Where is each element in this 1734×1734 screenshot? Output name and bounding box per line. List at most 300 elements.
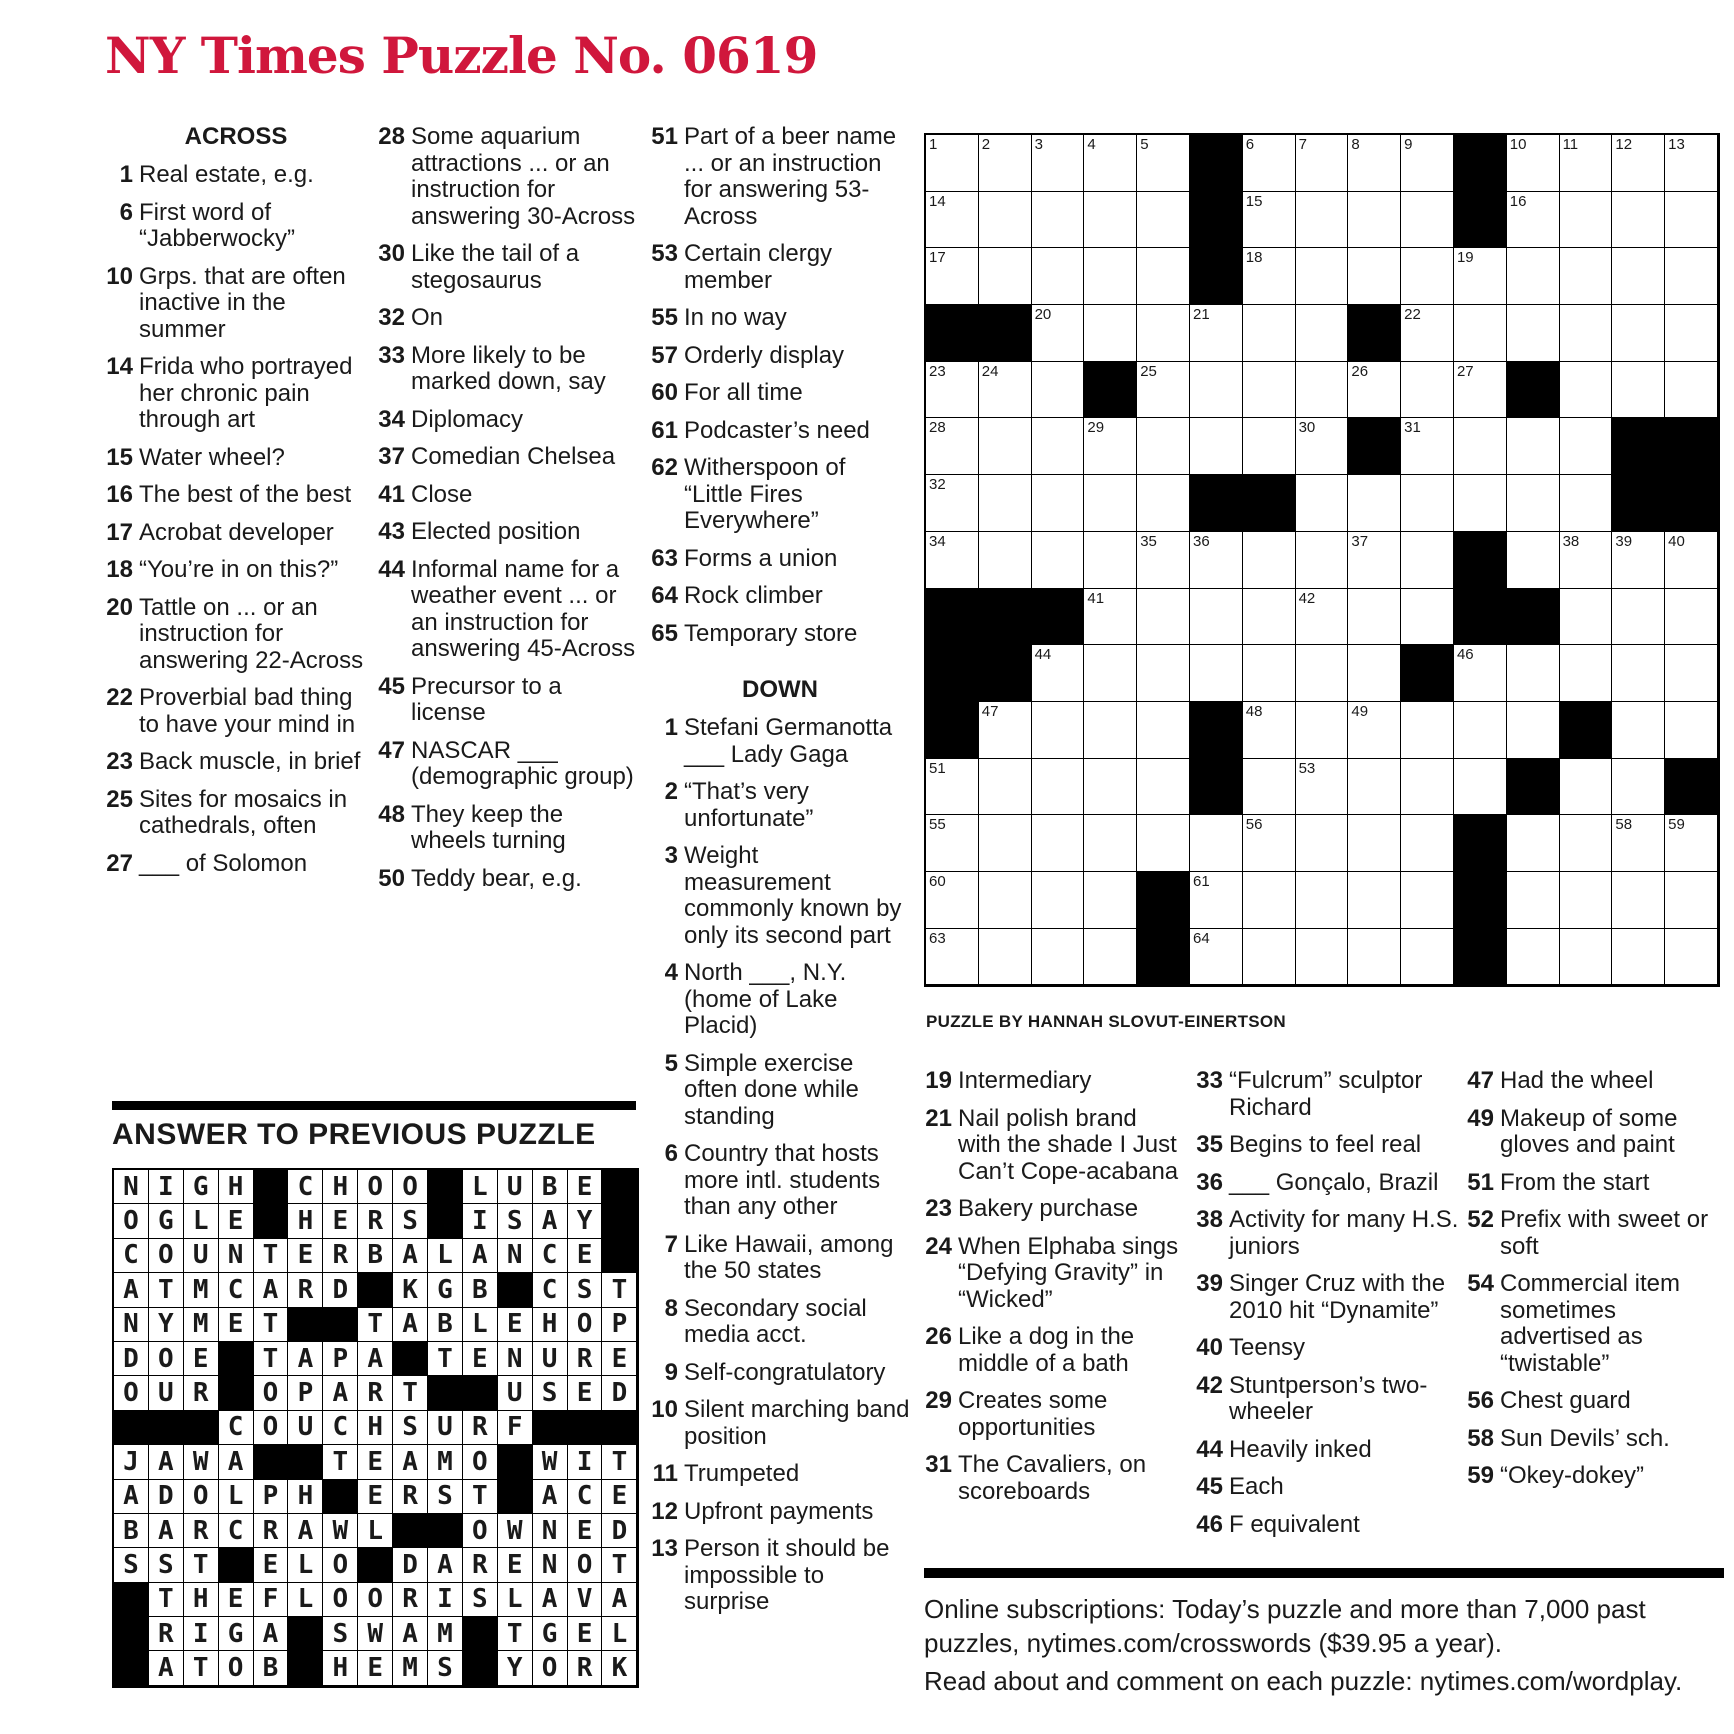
grid-cell[interactable] [1612, 135, 1665, 192]
clue[interactable] [1195, 1271, 1460, 1324]
clue[interactable] [650, 1536, 910, 1616]
grid-cell[interactable] [1348, 192, 1401, 249]
grid-cell[interactable] [1401, 759, 1454, 816]
clue[interactable] [105, 685, 367, 738]
black-square [1137, 872, 1190, 929]
grid-cell[interactable] [1348, 645, 1401, 702]
grid-cell[interactable] [1190, 532, 1243, 589]
grid-cell[interactable] [1348, 702, 1401, 759]
grid-cell[interactable] [1507, 702, 1560, 759]
grid-cell[interactable] [1084, 759, 1137, 816]
grid-cell[interactable] [1243, 929, 1296, 986]
grid-cell[interactable] [1032, 192, 1085, 249]
grid-cell[interactable] [1560, 645, 1613, 702]
grid-cell[interactable] [926, 475, 979, 532]
clue[interactable] [1195, 1512, 1460, 1539]
clue[interactable] [105, 445, 367, 472]
grid-cell[interactable] [1243, 192, 1296, 249]
black-square [1454, 532, 1507, 589]
grid-cell[interactable] [1190, 362, 1243, 419]
grid-cell[interactable] [1243, 305, 1296, 362]
clue-number: 23 [106, 748, 133, 775]
grid-cell[interactable] [1560, 759, 1613, 816]
clue[interactable] [650, 843, 910, 949]
grid-cell[interactable] [1137, 532, 1190, 589]
clue[interactable] [105, 482, 367, 509]
grid-cell[interactable] [1243, 362, 1296, 419]
grid-cell[interactable] [1084, 192, 1137, 249]
grid-cell[interactable] [1190, 418, 1243, 475]
grid-cell[interactable] [1665, 589, 1718, 646]
grid-cell[interactable] [1665, 815, 1718, 872]
clue-text: Upfront payments [684, 1497, 874, 1525]
clue[interactable] [105, 749, 367, 776]
clue[interactable] [377, 738, 639, 791]
clue[interactable] [650, 305, 910, 332]
grid-cell[interactable] [1137, 362, 1190, 419]
grid-cell[interactable] [1296, 645, 1349, 702]
grid-cell[interactable] [1348, 589, 1401, 646]
grid-cell[interactable] [1296, 248, 1349, 305]
grid-cell[interactable] [1560, 589, 1613, 646]
clue-text: Comedian Chelsea [411, 443, 616, 470]
grid-cell[interactable] [1032, 759, 1085, 816]
grid-cell[interactable] [979, 759, 1032, 816]
grid-cell[interactable] [1084, 475, 1137, 532]
answer-letter: A [428, 1548, 463, 1582]
grid-cell[interactable] [1612, 645, 1665, 702]
clue[interactable] [1466, 1271, 1728, 1377]
clue[interactable] [377, 674, 639, 727]
clue[interactable] [650, 1397, 910, 1450]
crossword-grid[interactable] [924, 133, 1720, 987]
grid-cell[interactable] [1296, 532, 1349, 589]
grid-cell[interactable] [1507, 305, 1560, 362]
clue[interactable] [650, 1461, 910, 1488]
clue[interactable] [105, 264, 367, 344]
grid-cell[interactable] [1137, 475, 1190, 532]
clue[interactable] [105, 595, 367, 675]
grid-cell[interactable] [979, 702, 1032, 759]
grid-cell[interactable] [1507, 418, 1560, 475]
grid-cell[interactable] [1560, 872, 1613, 929]
grid-cell[interactable] [1137, 305, 1190, 362]
clue[interactable] [1466, 1388, 1728, 1415]
clue[interactable] [650, 124, 910, 230]
grid-cell[interactable] [1401, 305, 1454, 362]
grid-cell[interactable] [1137, 192, 1190, 249]
grid-cell[interactable] [1137, 589, 1190, 646]
grid-cell[interactable] [1507, 532, 1560, 589]
grid-cell[interactable] [1032, 135, 1085, 192]
grid-cell[interactable] [1401, 362, 1454, 419]
grid-cell[interactable] [1665, 135, 1718, 192]
clue[interactable] [1466, 1463, 1728, 1490]
answer-letter: E [463, 1342, 498, 1376]
clue[interactable] [650, 1296, 910, 1349]
grid-cell[interactable] [926, 192, 979, 249]
clue-number: 30 [378, 240, 405, 267]
answer-letter: H [533, 1308, 568, 1342]
grid-cell[interactable] [1032, 929, 1085, 986]
grid-cell[interactable] [1560, 305, 1613, 362]
grid-cell[interactable] [1401, 532, 1454, 589]
answer-letter: S [463, 1583, 498, 1617]
grid-cell[interactable] [1612, 702, 1665, 759]
grid-cell[interactable] [1348, 872, 1401, 929]
grid-cell[interactable] [1401, 192, 1454, 249]
grid-cell[interactable] [1665, 929, 1718, 986]
clue[interactable] [105, 557, 367, 584]
grid-cell[interactable] [926, 872, 979, 929]
grid-cell[interactable] [1137, 645, 1190, 702]
answer-letter: A [323, 1376, 358, 1410]
cell-number: 7 [1298, 136, 1307, 153]
grid-cell[interactable] [1243, 702, 1296, 759]
grid-cell[interactable] [1454, 418, 1507, 475]
grid-cell[interactable] [1137, 702, 1190, 759]
grid-cell[interactable] [1665, 305, 1718, 362]
grid-cell[interactable] [1084, 248, 1137, 305]
answer-letter: I [149, 1170, 184, 1204]
grid-cell[interactable] [1190, 929, 1243, 986]
grid-cell[interactable] [1560, 475, 1613, 532]
clue-number: 23 [925, 1195, 952, 1222]
grid-cell[interactable] [1454, 702, 1507, 759]
grid-cell[interactable] [979, 248, 1032, 305]
clue[interactable] [650, 1141, 910, 1221]
grid-cell[interactable] [1084, 645, 1137, 702]
grid-cell[interactable] [979, 532, 1032, 589]
answer-letter: N [533, 1514, 568, 1548]
clue[interactable] [650, 1232, 910, 1285]
clue[interactable] [1195, 1474, 1460, 1501]
grid-cell[interactable] [1190, 815, 1243, 872]
grid-cell[interactable] [1612, 815, 1665, 872]
grid-cell[interactable] [1348, 475, 1401, 532]
grid-cell[interactable] [1032, 248, 1085, 305]
clue[interactable] [1466, 1170, 1728, 1197]
grid-cell[interactable] [1032, 475, 1085, 532]
clue[interactable] [1195, 1373, 1460, 1426]
clue[interactable] [1466, 1426, 1728, 1453]
clue[interactable] [105, 851, 367, 878]
grid-cell[interactable] [979, 135, 1032, 192]
clue[interactable] [650, 779, 910, 832]
answer-letter: E [254, 1548, 289, 1582]
grid-cell[interactable] [1243, 589, 1296, 646]
clue[interactable] [1195, 1132, 1460, 1159]
clue[interactable] [924, 1452, 1184, 1505]
grid-cell[interactable] [1612, 248, 1665, 305]
grid-cell[interactable] [1454, 759, 1507, 816]
grid-cell[interactable] [1507, 929, 1560, 986]
grid-cell[interactable] [1243, 759, 1296, 816]
grid-cell[interactable] [1296, 418, 1349, 475]
grid-cell[interactable] [1665, 702, 1718, 759]
grid-cell[interactable] [1084, 418, 1137, 475]
grid-cell[interactable] [1084, 135, 1137, 192]
grid-cell[interactable] [1507, 815, 1560, 872]
grid-cell[interactable] [1296, 759, 1349, 816]
clue[interactable] [650, 621, 910, 648]
grid-cell[interactable] [1032, 645, 1085, 702]
clue-number: 14 [106, 353, 133, 380]
grid-cell[interactable] [1137, 135, 1190, 192]
clue[interactable] [650, 583, 910, 610]
clue[interactable] [650, 1499, 910, 1526]
grid-cell[interactable] [1084, 532, 1137, 589]
grid-cell[interactable] [1612, 759, 1665, 816]
clue[interactable] [650, 241, 910, 294]
clue[interactable] [924, 1234, 1184, 1314]
answer-letter: A [393, 1239, 428, 1273]
grid-cell[interactable] [1084, 815, 1137, 872]
clue[interactable] [377, 407, 639, 434]
grid-cell[interactable] [1190, 872, 1243, 929]
grid-cell[interactable] [1296, 135, 1349, 192]
grid-cell[interactable] [1137, 248, 1190, 305]
grid-cell[interactable] [1084, 929, 1137, 986]
answer-letter: C [114, 1239, 149, 1273]
grid-cell[interactable] [1348, 532, 1401, 589]
grid-cell[interactable] [1401, 248, 1454, 305]
grid-cell[interactable] [1401, 929, 1454, 986]
cell-number: 22 [1404, 306, 1421, 324]
clue[interactable] [105, 162, 367, 189]
grid-cell[interactable] [1348, 929, 1401, 986]
grid-cell[interactable] [1190, 305, 1243, 362]
grid-cell[interactable] [1560, 418, 1613, 475]
grid-cell[interactable] [1032, 532, 1085, 589]
clue[interactable] [924, 1196, 1184, 1223]
grid-cell[interactable] [1401, 702, 1454, 759]
grid-cell[interactable] [1243, 418, 1296, 475]
grid-cell[interactable] [1032, 305, 1085, 362]
grid-cell[interactable] [1560, 815, 1613, 872]
grid-cell[interactable] [1296, 589, 1349, 646]
clue[interactable] [377, 519, 639, 546]
grid-cell[interactable] [1084, 305, 1137, 362]
grid-cell[interactable] [1296, 929, 1349, 986]
grid-cell[interactable] [1032, 815, 1085, 872]
answer-letter: P [602, 1308, 637, 1342]
grid-cell[interactable] [1348, 135, 1401, 192]
clue-text: Rock climber [684, 582, 823, 609]
grid-cell[interactable] [1190, 645, 1243, 702]
grid-cell[interactable] [1348, 362, 1401, 419]
grid-cell[interactable] [1454, 475, 1507, 532]
grid-cell[interactable] [1560, 532, 1613, 589]
grid-cell[interactable] [1665, 192, 1718, 249]
clue[interactable] [1195, 1170, 1460, 1197]
grid-cell[interactable] [1612, 589, 1665, 646]
grid-cell[interactable] [1665, 872, 1718, 929]
grid-cell[interactable] [1348, 759, 1401, 816]
clue[interactable] [105, 520, 367, 547]
clue[interactable] [105, 354, 367, 434]
clue[interactable] [650, 455, 910, 535]
grid-cell[interactable] [979, 929, 1032, 986]
grid-cell[interactable] [1507, 872, 1560, 929]
grid-cell[interactable] [1454, 362, 1507, 419]
clue[interactable] [1466, 1207, 1728, 1260]
grid-cell[interactable] [1296, 815, 1349, 872]
grid-cell[interactable] [926, 929, 979, 986]
answer-letter: U [498, 1376, 533, 1410]
grid-cell[interactable] [1032, 362, 1085, 419]
clue-text: Water wheel? [139, 443, 285, 471]
clue[interactable] [1195, 1068, 1460, 1121]
grid-cell[interactable] [1401, 589, 1454, 646]
grid-cell[interactable] [1665, 248, 1718, 305]
grid-cell[interactable] [1243, 532, 1296, 589]
grid-cell[interactable] [1296, 872, 1349, 929]
grid-cell[interactable] [1296, 305, 1349, 362]
grid-cell[interactable] [1612, 192, 1665, 249]
grid-cell[interactable] [979, 872, 1032, 929]
grid-cell[interactable] [1665, 645, 1718, 702]
grid-cell[interactable] [1454, 645, 1507, 702]
grid-cell[interactable] [1137, 418, 1190, 475]
grid-cell[interactable] [1560, 192, 1613, 249]
grid-cell[interactable] [1401, 815, 1454, 872]
clue[interactable] [650, 1051, 910, 1131]
clue[interactable] [924, 1388, 1184, 1441]
grid-cell[interactable] [1507, 475, 1560, 532]
grid-cell[interactable] [979, 475, 1032, 532]
clue-number: 21 [925, 1104, 952, 1132]
grid-cell[interactable] [926, 418, 979, 475]
clue[interactable] [650, 1360, 910, 1387]
grid-cell[interactable] [979, 418, 1032, 475]
grid-cell[interactable] [1507, 248, 1560, 305]
grid-cell[interactable] [1137, 815, 1190, 872]
answer-black-square [602, 1204, 637, 1238]
grid-cell[interactable] [1401, 872, 1454, 929]
clue[interactable] [1466, 1106, 1728, 1159]
answer-letter: R [358, 1376, 393, 1410]
grid-cell[interactable] [1560, 248, 1613, 305]
grid-cell[interactable] [1296, 362, 1349, 419]
cell-number: 19 [1456, 249, 1474, 267]
grid-cell[interactable] [926, 532, 979, 589]
grid-cell[interactable] [1243, 248, 1296, 305]
clue[interactable] [105, 787, 367, 840]
clue[interactable] [1195, 1335, 1460, 1362]
grid-cell[interactable] [926, 362, 979, 419]
clue[interactable] [924, 1106, 1184, 1186]
grid-cell[interactable] [1348, 815, 1401, 872]
grid-cell[interactable] [1454, 248, 1507, 305]
grid-cell[interactable] [1296, 475, 1349, 532]
clue[interactable] [377, 444, 639, 471]
grid-cell[interactable] [1032, 872, 1085, 929]
clue[interactable] [650, 343, 910, 370]
grid-cell[interactable] [926, 248, 979, 305]
black-square [926, 645, 979, 702]
clue[interactable] [1466, 1068, 1728, 1095]
clue[interactable] [1195, 1207, 1460, 1260]
grid-cell[interactable] [1612, 532, 1665, 589]
grid-cell[interactable] [1612, 872, 1665, 929]
clue[interactable] [377, 241, 639, 294]
clue[interactable] [377, 482, 639, 509]
grid-cell[interactable] [1401, 418, 1454, 475]
answer-letter: O [568, 1308, 603, 1342]
clue[interactable] [650, 715, 910, 768]
clue[interactable] [377, 343, 639, 396]
grid-cell[interactable] [926, 135, 979, 192]
clue-text: Chest guard [1500, 1387, 1631, 1414]
grid-cell[interactable] [1243, 135, 1296, 192]
clue[interactable] [377, 802, 639, 855]
grid-cell[interactable] [1243, 872, 1296, 929]
grid-cell[interactable] [1032, 418, 1085, 475]
grid-cell[interactable] [979, 362, 1032, 419]
grid-cell[interactable] [1612, 362, 1665, 419]
grid-cell[interactable] [1665, 532, 1718, 589]
clue[interactable] [377, 557, 639, 663]
grid-cell[interactable] [1296, 192, 1349, 249]
clue-text: Activity for many H.S. juniors [1229, 1206, 1459, 1260]
clue[interactable] [377, 866, 639, 893]
clue[interactable] [924, 1324, 1184, 1377]
clue-number: 60 [651, 379, 678, 406]
clue[interactable] [650, 960, 910, 1040]
grid-cell[interactable] [926, 815, 979, 872]
answer-black-square [463, 1376, 498, 1410]
grid-cell[interactable] [1560, 362, 1613, 419]
clue[interactable] [924, 1068, 1184, 1095]
grid-cell[interactable] [1507, 135, 1560, 192]
grid-cell[interactable] [1243, 645, 1296, 702]
grid-cell[interactable] [926, 759, 979, 816]
clue[interactable] [650, 418, 910, 445]
grid-cell[interactable] [1612, 305, 1665, 362]
grid-cell[interactable] [1137, 759, 1190, 816]
grid-cell[interactable] [1032, 702, 1085, 759]
grid-cell[interactable] [1084, 872, 1137, 929]
grid-cell[interactable] [1560, 135, 1613, 192]
grid-cell[interactable] [979, 815, 1032, 872]
grid-cell[interactable] [979, 192, 1032, 249]
clue[interactable] [650, 380, 910, 407]
clue[interactable] [650, 546, 910, 573]
grid-cell[interactable] [1084, 702, 1137, 759]
clue[interactable] [377, 124, 639, 230]
grid-cell[interactable] [1507, 192, 1560, 249]
answer-letter: R [463, 1411, 498, 1445]
cell-number: 11 [1562, 136, 1579, 153]
black-square [1665, 475, 1718, 532]
grid-cell[interactable] [1560, 929, 1613, 986]
clue[interactable] [105, 200, 367, 253]
grid-cell[interactable] [1401, 475, 1454, 532]
grid-cell[interactable] [1401, 135, 1454, 192]
grid-cell[interactable] [1190, 589, 1243, 646]
grid-cell[interactable] [1665, 362, 1718, 419]
grid-cell[interactable] [1507, 645, 1560, 702]
grid-cell[interactable] [1243, 815, 1296, 872]
grid-cell[interactable] [1454, 305, 1507, 362]
clue[interactable] [1195, 1437, 1460, 1464]
clue[interactable] [377, 305, 639, 332]
grid-cell[interactable] [1612, 929, 1665, 986]
grid-cell[interactable] [1296, 702, 1349, 759]
grid-cell[interactable] [1084, 589, 1137, 646]
grid-cell[interactable] [1348, 248, 1401, 305]
